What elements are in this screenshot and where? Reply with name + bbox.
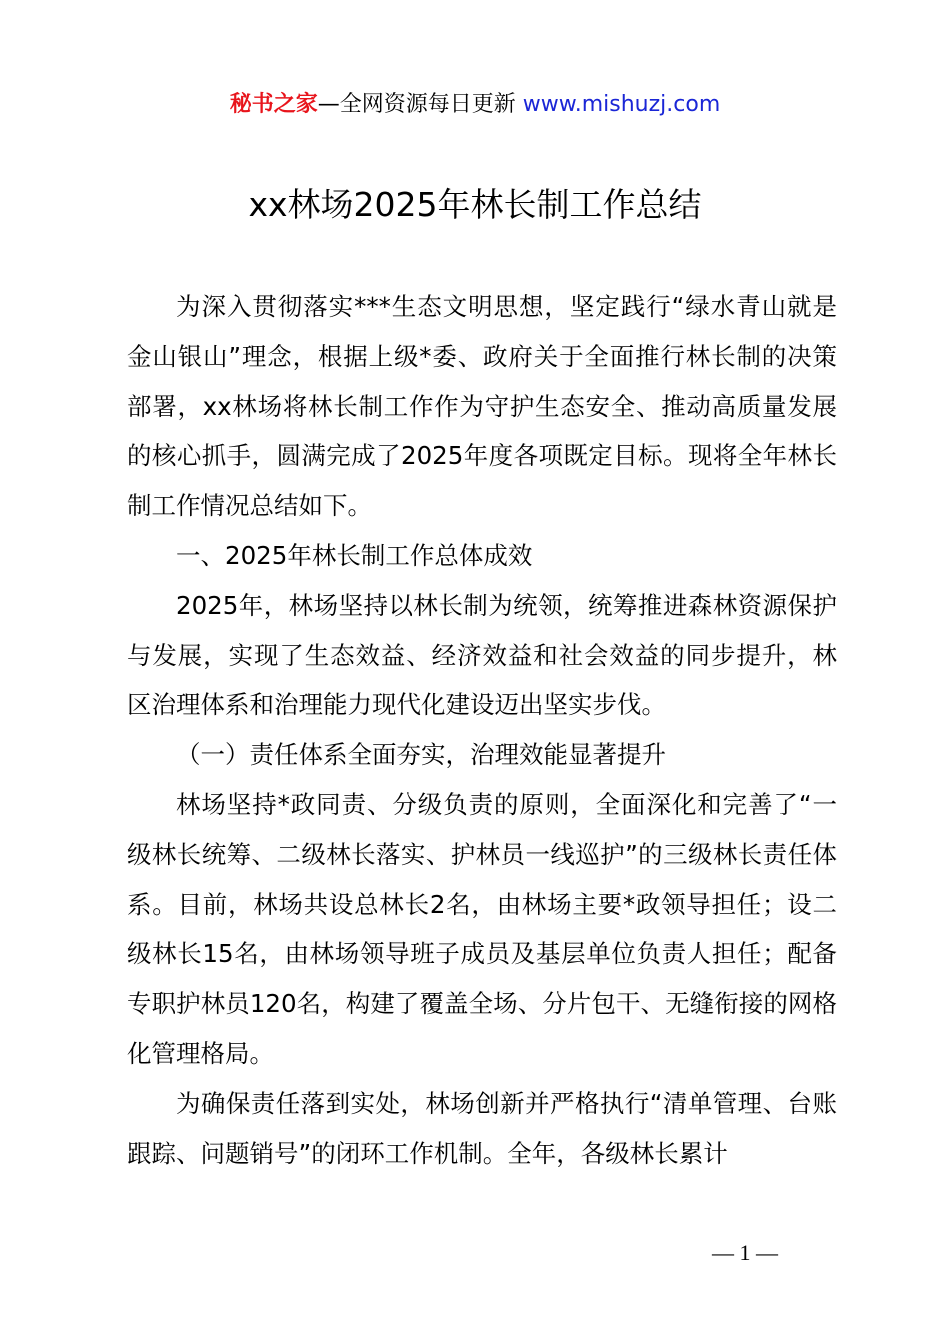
intro-paragraph: 为深入贯彻落实***生态文明思想，坚定践行“绿水青山就是金山银山”理念，根据上级*委、政府关于全面推行林长制的决策部署，xx林场将林长制工作作为守护生态安全、推动高质量发展的核心抓手，圆满完成了2025年度各项既定目标。现将全年林长制工作情况总结如下。 [127, 292, 837, 521]
document-body [127, 282, 837, 1178]
page-number: — 1 — [712, 1240, 778, 1265]
site-tagline: —全网资源每日更新 [317, 92, 516, 117]
document-title: xx林场2025年林长制工作总结 [248, 185, 702, 224]
section-heading: 一、2025年林长制工作总体成效 [176, 540, 533, 570]
site-brand: 秘书之家 [229, 92, 318, 117]
body-paragraph: 2025年，林场坚持以林长制为统领，统筹推进森林资源保护与发展，实现了生态效益、经济效益和社会效益的同步提升，林区治理体系和治理能力现代化建设迈出坚实步伐。 [127, 590, 837, 720]
body-paragraph: 为确保责任落到实处，林场创新并严格执行“清单管理、台账跟踪、问题销号”的闭环工作机制。全年，各级林长累计 [127, 1088, 837, 1168]
site-banner [0, 88, 950, 122]
body-paragraph: 林场坚持*政同责、分级负责的原则，全面深化和完善了“一级林长统筹、二级林长落实、护林员一线巡护”的三级林长责任体系。目前，林场共设总林长2名，由林场主要*政领导担任；设二级林长15名，由林场领导班子成员及基层单位负责人担任；配备专职护林员120名，构建了覆盖全场、分片包干、无缝衔接的网格化管理格局。 [127, 789, 837, 1068]
subsection-heading: （一）责任体系全面夯实，治理效能显著提升 [176, 740, 666, 770]
site-url-link[interactable]: www.mishuzj.com [522, 92, 721, 117]
